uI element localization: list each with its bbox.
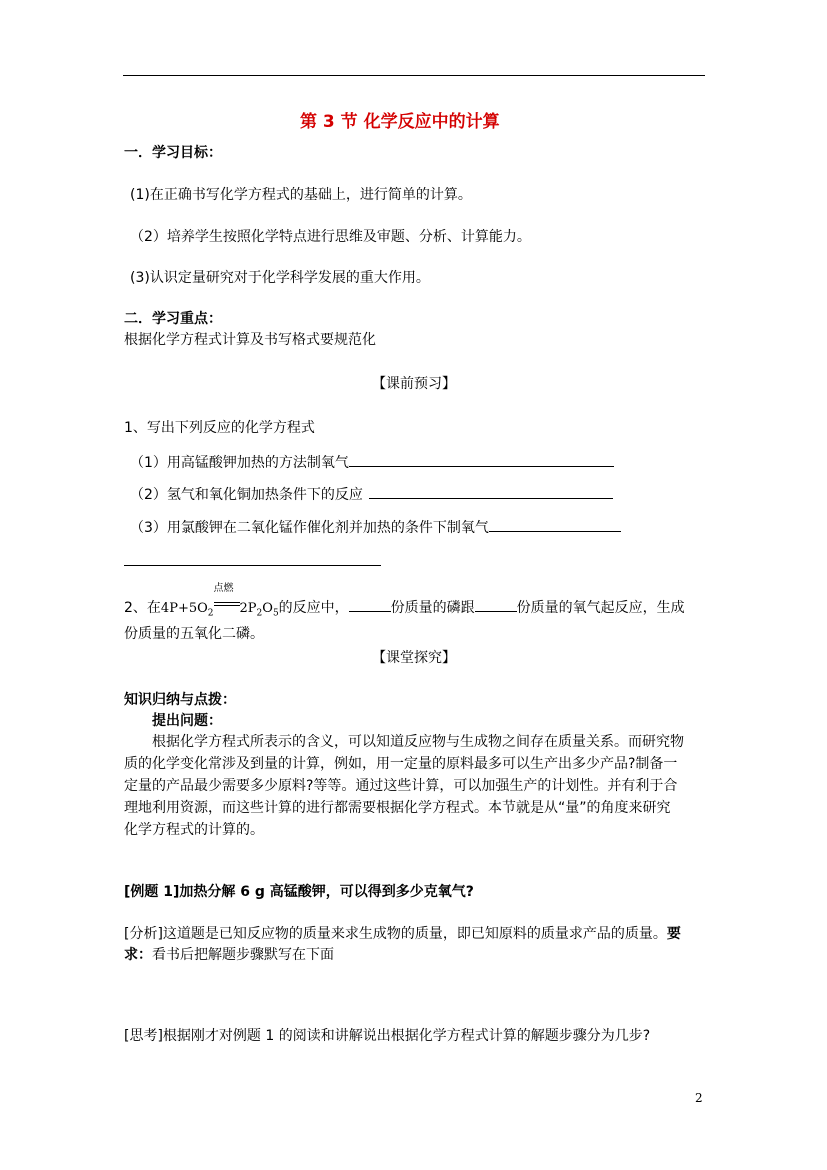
preview-item-3-text: （3）用氯酸钾在二氧化锰作催化剂并加热的条件下制氧气 <box>130 520 489 536</box>
product-subscript-1: 2 <box>256 608 263 619</box>
requirement-text: 看书后把解题步骤默写在下面 <box>152 947 334 963</box>
goal-3: (3)认识定量研究对于化学科学发展的重大作用。 <box>130 270 430 286</box>
page-number: 2 <box>695 1091 703 1105</box>
preview-q1: 1、写出下列反应的化学方程式 <box>124 420 315 436</box>
answer-blank-3[interactable] <box>489 517 621 532</box>
product-mid: O <box>262 601 273 616</box>
section1-heading: 一．学习目标： <box>124 145 222 161</box>
preview-heading: 【课前预习】 <box>372 376 456 392</box>
example1-analysis <box>124 924 681 944</box>
oxygen-mass-blank[interactable] <box>475 597 517 612</box>
thinking-question: [思考]根据刚才对例题 1 的阅读和讲解说出根据化学方程式计算的解题步骤分为几步? <box>124 1028 651 1044</box>
reactant-subscript: 2 <box>207 608 214 619</box>
header-rule <box>123 75 705 76</box>
q2-part1: 的反应中， <box>278 600 349 616</box>
explore-paragraph: 根据化学方程式所表示的含义，可以知道反应物与生成物之间存在质量关系。而研究物质的化学变化常涉及到量的计算，例如，用一定量的原料最多可以生产出多少产品?制备一定量的产品最少需要多少原料?等等。通过这些计算，可以加强生产的计划性。并有利于合理地利用资源，而这些计算的进行都需要根据化学方程式。本节就是从“量”的角度来研究化学方程式的计算的。 <box>124 734 684 838</box>
example1-requirement <box>124 945 334 965</box>
preview-q2-line2: 份质量的五氧化二磷。 <box>124 626 264 642</box>
q2-part3: 份质量的氧气起反应，生成 <box>516 600 685 616</box>
example1-heading: [例题 1]加热分解 6 g 高锰酸钾，可以得到多少克氧气? <box>124 884 474 900</box>
preview-item-2 <box>130 484 613 505</box>
equation-arrow <box>213 583 240 612</box>
goal-2: （2）培养学生按照化学特点进行思维及审题、分析、计算能力。 <box>130 229 531 245</box>
answer-blank-1[interactable] <box>349 452 614 467</box>
explore-heading: 【课堂探究】 <box>372 650 456 666</box>
preview-item-3 <box>130 517 621 538</box>
equation-product <box>239 601 279 619</box>
equals-line-bottom <box>214 605 240 606</box>
product-text: 2P <box>239 601 257 616</box>
phosphorus-mass-blank[interactable] <box>349 597 391 612</box>
goal-1: (1)在正确书写化学方程式的基础上，进行简单的计算。 <box>130 187 472 203</box>
requirement-label-end: 求： <box>124 947 152 963</box>
explore-subheading: 知识归纳与点拨： <box>124 692 236 708</box>
equation-reactants <box>160 601 214 619</box>
q2-part2: 份质量的磷跟 <box>390 600 475 616</box>
preview-item-1 <box>130 452 614 473</box>
preview-q2 <box>124 583 685 624</box>
reactants-text: 4P+5O <box>160 601 208 616</box>
equals-line-top <box>214 602 240 603</box>
requirement-label-start: 要 <box>666 926 681 942</box>
question-heading: 提出问题： <box>152 713 222 729</box>
answer-blank-2[interactable] <box>369 484 613 499</box>
section2-heading: 二．学习重点： <box>124 311 222 327</box>
analysis-text: [分析]这道题是已知反应物的质量来求生成物的质量，即已知原料的质量求产品的质量。 <box>124 926 667 942</box>
product-subscript-2: 5 <box>272 608 279 619</box>
q2-prefix: 2、在 <box>124 600 161 616</box>
answer-blank-3-continued[interactable] <box>124 565 381 566</box>
reaction-condition: 点燃 <box>213 583 234 594</box>
preview-item-1-text: （1）用高锰酸钾加热的方法制氧气 <box>130 455 349 471</box>
preview-item-2-text: （2）氢气和氧化铜加热条件下的反应 <box>130 487 363 503</box>
section2-text: 根据化学方程式计算及书写格式要规范化 <box>124 332 376 348</box>
page-title: 第 3 节 化学反应中的计算 <box>300 112 500 132</box>
